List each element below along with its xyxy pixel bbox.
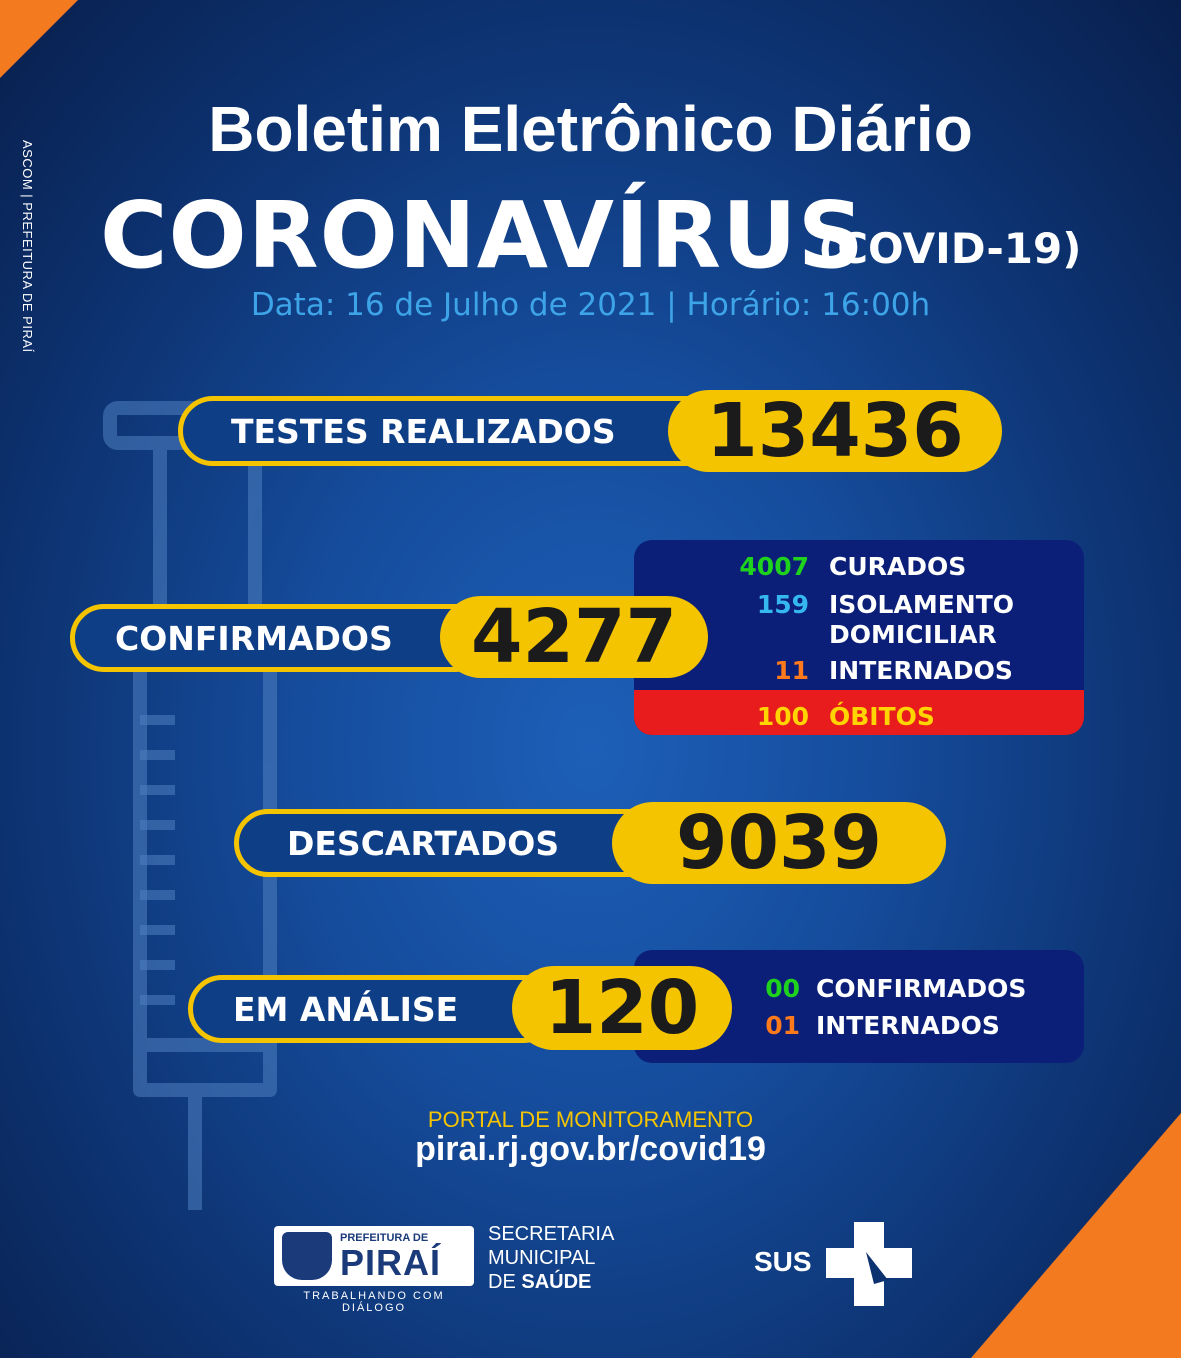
secretaria-line1: SECRETARIA (488, 1223, 615, 1245)
internados-value: 11 (774, 656, 809, 685)
descartados-label: DESCARTADOS (287, 823, 560, 863)
analise-value-pill (512, 966, 732, 1050)
coronavirus-title: CORONAVÍRUS (100, 182, 865, 289)
secretaria-saude (488, 1222, 614, 1294)
portal-title: PORTAL DE MONITORAMENTO (427, 1107, 754, 1132)
secretaria-line3-prefix: DE (488, 1271, 516, 1293)
analise-label: EM ANÁLISE (233, 989, 459, 1029)
testes-label: TESTES REALIZADOS (231, 411, 616, 451)
date-time-line: Data: 16 de Julho de 2021 | Horário: 16:00h (250, 287, 931, 323)
descartados-value: 9039 (676, 800, 882, 886)
sus-label: SUS (754, 1246, 812, 1277)
obitos-label: ÓBITOS (829, 702, 935, 731)
isolamento-label-line1: ISOLAMENTO (829, 590, 1015, 619)
secretaria-line3-bold: SAÚDE (521, 1271, 592, 1293)
analise-label-pill (188, 975, 558, 1043)
logo-city-name: PIRAÍ (340, 1242, 442, 1283)
analise-internados-label: INTERNADOS (816, 1011, 1000, 1040)
bulletin-title: Boletim Eletrônico Diário (208, 93, 973, 165)
analise-value: 120 (544, 965, 700, 1051)
confirmados-label-pill (70, 604, 490, 672)
curados-label: CURADOS (829, 552, 967, 581)
secretaria-line3 (488, 1270, 614, 1294)
descartados-value-pill (612, 802, 946, 884)
confirmados-value-pill (440, 596, 708, 678)
logo-tagline: TRABALHANDO COM DIÁLOGO (303, 1290, 445, 1314)
descartados-label-pill (234, 809, 674, 877)
isolamento-value: 159 (756, 590, 809, 619)
prefeitura-logo (274, 1226, 474, 1286)
analise-confirmados-label: CONFIRMADOS (816, 974, 1027, 1003)
obitos-value: 100 (756, 702, 809, 731)
testes-value-pill (668, 390, 1002, 472)
covid-subtitle: (COVID-19) (818, 224, 1082, 273)
sus-cross-icon (826, 1222, 912, 1306)
analise-internados-value: 01 (765, 1011, 800, 1040)
analise-confirmados-value: 00 (765, 974, 800, 1003)
isolamento-label-line2: DOMICILIAR (829, 620, 997, 649)
secretaria-line2: MUNICIPAL (488, 1247, 596, 1269)
internados-label: INTERNADOS (829, 656, 1013, 685)
confirmados-label: CONFIRMADOS (115, 618, 393, 658)
side-credit: ASCOM | PREFEITURA DE PIRAÍ (20, 140, 35, 353)
logo-small-text: PREFEITURA DE (340, 1232, 429, 1244)
obitos-row (634, 702, 1084, 734)
internados-row (634, 656, 1084, 688)
testes-label-pill (178, 396, 738, 466)
confirmados-value: 4277 (471, 594, 677, 680)
syringe-tip (140, 1045, 270, 1090)
testes-value: 13436 (706, 388, 964, 474)
portal-url[interactable]: pirai.rj.gov.br/covid19 (415, 1130, 766, 1168)
curados-row (634, 552, 1084, 584)
curados-value: 4007 (739, 552, 809, 581)
city-crest-icon (282, 1232, 332, 1280)
